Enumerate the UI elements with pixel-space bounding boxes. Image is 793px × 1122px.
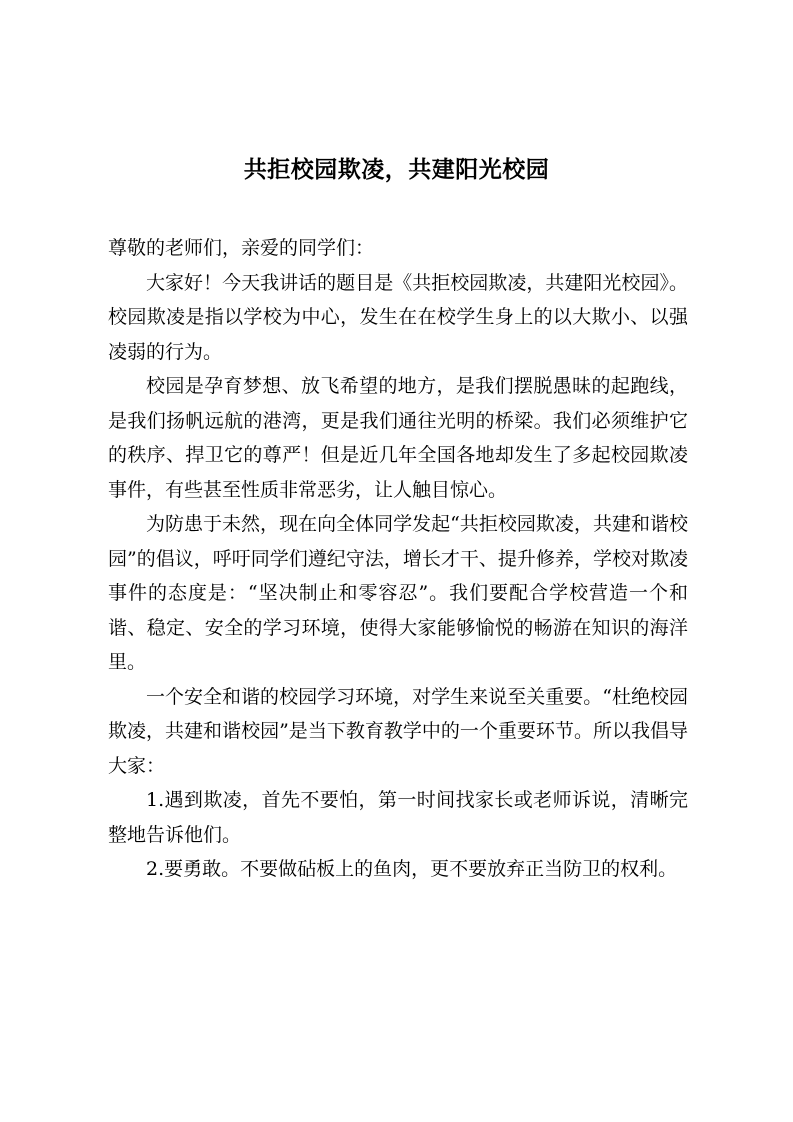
paragraph: 大家好！今天我讲话的题目是《共拒校园欺凌，共建阳光校园》。校园欺凌是指以学校为中心，发生在在校学生身上的以大欺小、以强凌弱的行为。 xyxy=(108,271,688,363)
paragraph: 一个安全和谐的校园学习环境，对学生来说至关重要。“杜绝校园欺凌，共建和谐校园”是当下教育教学中的一个重要环节。所以我倡导大家： xyxy=(108,685,688,777)
paragraph: 为防患于未然，现在向全体同学发起“共拒校园欺凌，共建和谐校园”的倡议，呼吁同学们遵纪守法，增长才干、提升修养，学校对欺凌事件的态度是：“坚决制止和零容忍”。我们要配合学校营造一个和谐、稳定、安全的学习环境，使得大家能够愉悦的畅游在知识的海洋里。 xyxy=(108,513,688,673)
document-body xyxy=(108,231,688,887)
document-title: 共拒校园欺凌，共建阳光校园 xyxy=(243,156,550,183)
salutation: 尊敬的老师们，亲爱的同学们： xyxy=(108,237,375,259)
list-item: 2.要勇敢。不要做砧板上的鱼肉，更不要放弃正当防卫的权利。 xyxy=(146,858,678,880)
list-item: 1.遇到欺凌，首先不要怕，第一时间找家长或老师诉说，清晰完整地告诉他们。 xyxy=(108,789,688,846)
paragraph: 校园是孕育梦想、放飞希望的地方，是我们摆脱愚昧的起跑线，是我们扬帆远航的港湾，更是我们通往光明的桥梁。我们必须维护它的秩序、捍卫它的尊严！但是近几年全国各地却发生了多起校园欺凌事件，有些甚至性质非常恶劣，让人触目惊心。 xyxy=(108,375,688,501)
